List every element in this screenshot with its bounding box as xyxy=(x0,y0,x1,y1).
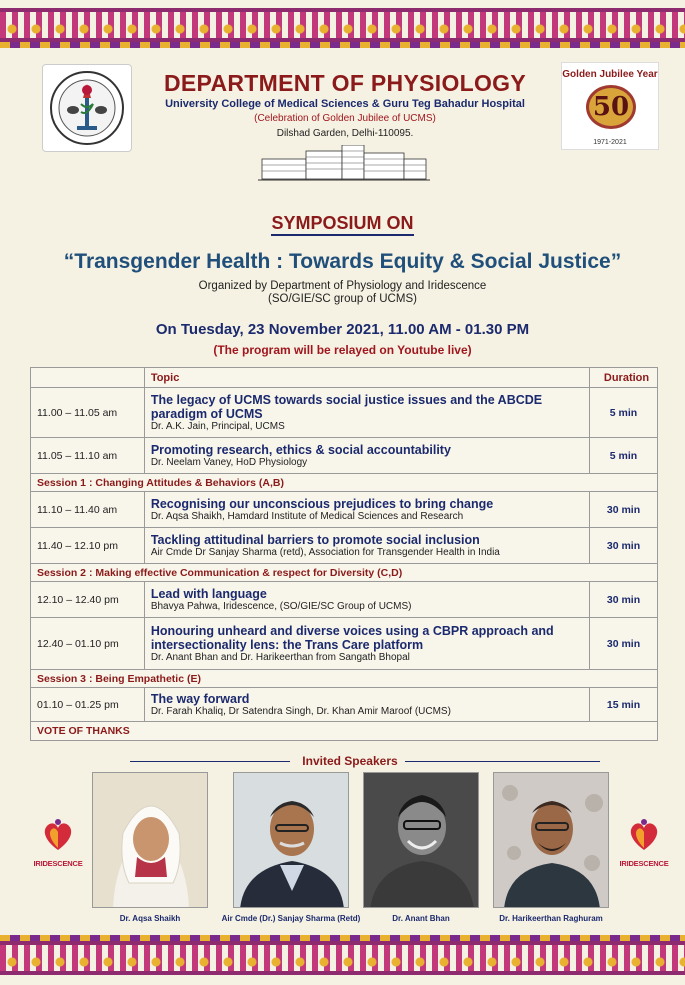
golden-jubilee-logo xyxy=(561,62,659,150)
top-decorative-border xyxy=(0,8,685,42)
speaker-photo-aqsa-shaikh xyxy=(92,772,208,908)
hospital-building-illustration xyxy=(258,145,430,183)
row-speaker: Dr. Neelam Vaney, HoD Physiology xyxy=(150,456,308,468)
row-speaker: Dr. Anant Bhan and Dr. Harikeerthan from Sangath Bhopal xyxy=(150,651,410,663)
speaker-name: Dr. Anant Bhan xyxy=(392,914,450,923)
table-row xyxy=(31,688,658,722)
row-speaker: Dr. Aqsa Shaikh, Hamdard Institute of Medical Sciences and Research xyxy=(150,510,464,522)
event-date-time: On Tuesday, 23 November 2021, 11.00 AM - 01.30 PM xyxy=(155,321,530,338)
speaker-photo-harikeerthan-raghuram xyxy=(493,772,609,908)
program-schedule-table xyxy=(30,367,658,741)
row-time: 11.40 – 12.10 pm xyxy=(31,528,145,564)
row-topic-title: Lead with language xyxy=(150,586,267,601)
row-time: 01.10 – 01.25 pm xyxy=(31,688,145,722)
jubilee-arc-text: Golden Jubilee Year xyxy=(562,69,658,80)
symposium-title: “Transgender Health : Towards Equity & Social Justice” xyxy=(63,250,622,273)
row-time: 11.10 – 11.40 am xyxy=(31,492,145,528)
iridescence-label: IRIDESCENCE xyxy=(619,859,669,868)
header-duration: Duration xyxy=(590,368,658,388)
celebration-note: (Celebration of Golden Jubilee of UCMS) xyxy=(254,113,436,124)
session-3-label: Session 3 : Being Empathetic (E) xyxy=(31,670,658,688)
row-speaker: Dr. A.K. Jain, Principal, UCMS xyxy=(150,420,285,432)
table-header-row xyxy=(31,368,658,388)
table-row xyxy=(31,618,658,670)
row-topic-title: Recognising our unconscious prejudices to bring change xyxy=(150,496,494,511)
row-speaker: Bhavya Pahwa, Iridescence, (SO/GIE/SC Group of UCMS) xyxy=(150,600,412,612)
header-time-cell xyxy=(31,368,145,388)
ucms-college-logo xyxy=(42,64,132,152)
iridescence-label: IRIDESCENCE xyxy=(33,859,83,868)
row-time: 12.10 – 12.40 pm xyxy=(31,582,145,618)
table-row xyxy=(31,528,658,564)
row-time: 11.05 – 11.10 am xyxy=(31,438,145,474)
row-topic-title: The legacy of UCMS towards social justice issues and the ABCDE paradigm of UCMS xyxy=(150,392,543,421)
row-duration: 5 min xyxy=(590,388,658,438)
invited-speakers-heading: Invited Speakers xyxy=(302,754,398,768)
row-duration: 5 min xyxy=(590,438,658,474)
speaker-name: Dr. Harikeerthan Raghuram xyxy=(499,914,603,923)
iridescence-logo-right xyxy=(616,818,672,878)
session-1-label: Session 1 : Changing Attitudes & Behaviors (A,B) xyxy=(31,474,658,492)
speaker-photo-anant-bhan xyxy=(363,772,479,908)
row-topic-title: The way forward xyxy=(150,691,250,706)
row-topic-title: Promoting research, ethics & social accountability xyxy=(150,442,451,457)
header-topic: Topic xyxy=(144,368,589,388)
organizer-line-1: Organized by Department of Physiology and Iridescence xyxy=(198,280,487,292)
symposium-heading: SYMPOSIUM ON xyxy=(0,213,685,234)
row-duration: 30 min xyxy=(590,618,658,670)
row-speaker: Dr. Farah Khaliq, Dr Satendra Singh, Dr. Khan Amir Maroof (UCMS) xyxy=(150,705,451,717)
speaker-name: Dr. Aqsa Shaikh xyxy=(119,914,181,923)
row-speaker: Air Cmde Dr Sanjay Sharma (retd), Association for Transgender Health in India xyxy=(150,546,500,558)
session-row xyxy=(31,670,658,688)
session-2-label: Session 2 : Making effective Communication & respect for Diversity (C,D) xyxy=(31,564,658,582)
row-time: 12.40 – 01.10 pm xyxy=(31,618,145,670)
row-duration: 30 min xyxy=(590,492,658,528)
address: Dilshad Garden, Delhi-110095. xyxy=(276,128,414,139)
speaker-name: Air Cmde (Dr.) Sanjay Sharma (Retd) xyxy=(221,914,361,923)
row-time: 11.00 – 11.05 am xyxy=(31,388,145,438)
jubilee-years: 1971-2021 xyxy=(593,139,627,146)
vote-of-thanks: VOTE OF THANKS xyxy=(31,722,658,741)
row-duration: 30 min xyxy=(590,528,658,564)
youtube-relay-note: (The program will be relayed on Youtube live) xyxy=(213,343,472,357)
organizer-line-2: (SO/GIE/SC group of UCMS) xyxy=(268,293,417,305)
table-row xyxy=(31,388,658,438)
row-duration: 15 min xyxy=(590,688,658,722)
session-row xyxy=(31,564,658,582)
table-row xyxy=(31,438,658,474)
row-topic-title: Tackling attitudinal barriers to promote social inclusion xyxy=(150,532,480,547)
table-row xyxy=(31,582,658,618)
institution-name: University College of Medical Sciences & Guru Teg Bahadur Hospital xyxy=(165,98,525,110)
department-title: DEPARTMENT OF PHYSIOLOGY xyxy=(163,70,526,96)
jubilee-number: 50 xyxy=(586,85,636,129)
bottom-decorative-border xyxy=(0,941,685,975)
iridescence-logo-left xyxy=(30,818,86,878)
row-topic-title: Honouring unheard and diverse voices using a CBPR approach and intersectionality lens: the Trans Care platform xyxy=(150,623,554,652)
table-row xyxy=(31,492,658,528)
speaker-photo-sanjay-sharma xyxy=(233,772,349,908)
session-row xyxy=(31,474,658,492)
row-duration: 30 min xyxy=(590,582,658,618)
vote-of-thanks-row xyxy=(31,722,658,741)
organizer-info xyxy=(0,280,685,306)
